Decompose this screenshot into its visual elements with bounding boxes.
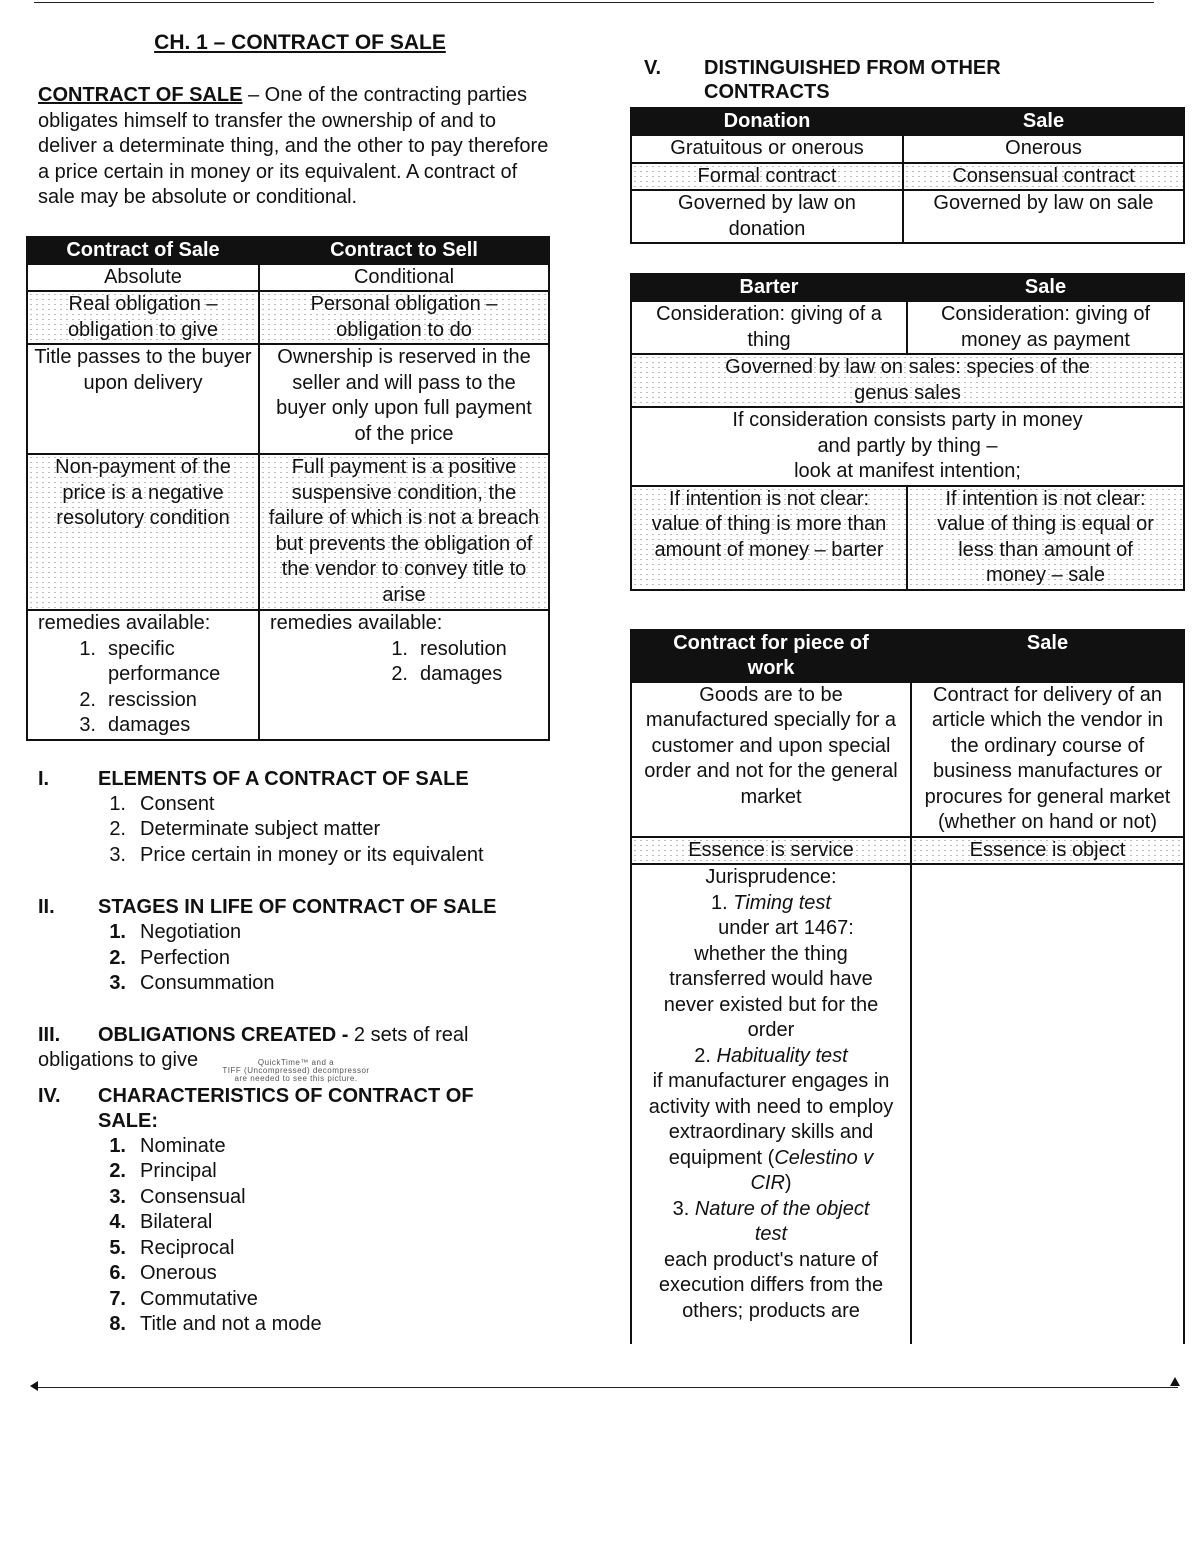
timing-test: 1. Timing test: [711, 891, 831, 914]
table-cell: Governed by law on donation: [631, 190, 903, 243]
table-header: Donation: [631, 108, 903, 135]
table-cell: Gratuitous or onerous: [631, 135, 903, 163]
list-item: 1. Nominate: [109, 1134, 226, 1157]
list-item: 5. Reciprocal: [109, 1236, 235, 1259]
left-column: [26, 30, 550, 1338]
table-cell: Full payment is a positive suspensive condition, the failure of which is not a breach but prevents the obligation of the vendor to convey title to arise: [259, 454, 549, 610]
barter-vs-sale-table: [630, 273, 1185, 591]
section-continuation: obligations to give: [38, 1048, 199, 1071]
section-list: [26, 792, 550, 869]
table-header: Contract to Sell: [259, 237, 549, 264]
definition-paragraph: [26, 83, 550, 211]
remedies-sell-cell: [259, 610, 549, 740]
table-header: Sale: [903, 108, 1184, 135]
table-header: Contract of Sale: [27, 237, 259, 264]
table-cell: If consideration consists party in money and partly by thing – look at manifest intention;: [631, 407, 1184, 486]
table-row: [631, 163, 1184, 191]
table-cell: Consensual contract: [903, 163, 1184, 191]
section-heading: IV. CHARACTERISTICS OF CONTRACT OF SALE:: [38, 1084, 474, 1132]
chapter-title: CH. 1 – CONTRACT OF SALE: [154, 31, 446, 54]
list-item: 3. Consensual: [109, 1185, 246, 1208]
left-arrow-icon: [30, 1381, 38, 1391]
section-heading: V. DISTINGUISHED FROM OTHER CONTRACTS: [644, 57, 1001, 103]
work-vs-sale-table: [630, 629, 1185, 1345]
table-cell: Essence is object: [911, 837, 1184, 865]
quicktime-placeholder-text: QuickTime™ and a TIFF (Uncompressed) decompressor are needed to see this picture.: [222, 1057, 370, 1083]
table-cell: If intention is not clear: value of thing is more than amount of money – barter: [631, 486, 907, 590]
table-cell: Absolute: [27, 264, 259, 292]
table-cell: Conditional: [259, 264, 549, 292]
right-column: [630, 56, 1183, 1344]
table-cell: Non-payment of the price is a negative resolutory condition: [27, 454, 259, 610]
table-header: Contract for piece of work: [631, 630, 911, 682]
donation-vs-sale-table: [630, 107, 1185, 244]
remedies-label: remedies available:: [270, 612, 443, 634]
table-row: [27, 291, 549, 344]
table-row: [631, 864, 1184, 1344]
table-cell: Formal contract: [631, 163, 903, 191]
list-item: 2. Principal: [109, 1160, 217, 1182]
table-cell: Governed by law on sales: species of the genus sales: [631, 354, 1184, 407]
section-heading: I. ELEMENTS OF A CONTRACT OF SALE: [38, 767, 469, 790]
table-row: [631, 190, 1184, 243]
table-cell: Real obligation – obligation to give: [27, 291, 259, 344]
table-header: Barter: [631, 274, 907, 301]
sale-vs-sell-table: [26, 236, 550, 741]
section-heading: II. STAGES IN LIFE OF CONTRACT OF SALE: [38, 896, 497, 918]
list-item: 6. Onerous: [109, 1262, 217, 1284]
remedies-sale-cell: [27, 610, 259, 740]
remedies-label: remedies available:: [38, 612, 211, 634]
table-header: Sale: [907, 274, 1184, 301]
table-cell: Title passes to the buyer upon delivery: [27, 344, 259, 454]
list-item: 3. Consummation: [109, 972, 275, 994]
table-cell: Contract for delivery of an article which the vendor in the ordinary course of business manufactures or procures for general market (whether on hand or not): [911, 682, 1184, 837]
list-item: 3. damages: [79, 714, 191, 736]
section-characteristics: [26, 1084, 550, 1338]
section-list: [26, 920, 550, 997]
table-row: [27, 454, 549, 610]
table-cell: Governed by law on sale: [903, 190, 1184, 243]
list-item: 1. Consent: [109, 792, 215, 815]
table-row: [27, 610, 549, 740]
list-item: 3. Price certain in money or its equivalent: [109, 843, 484, 866]
habituality-test: 2. Habituality test: [694, 1044, 848, 1067]
bottom-rule: [34, 1387, 1178, 1388]
section-stages: [26, 895, 550, 997]
section-heading: III. OBLIGATIONS CREATED - 2 sets of real: [38, 1023, 469, 1046]
jurisprudence-cell: Jurisprudence: 1. Timing test under art 1467: whether the thing transferred would have never existed but for the order 2. Habituality test if manufacturer engages in activity with need to employ extraordinary skills and equipment (Celestino v CIR) 3. Nature of the object test each product's nature of execution differs from the others; products are: [631, 864, 911, 1344]
list-item: 4. Bilateral: [109, 1211, 213, 1233]
table-row: [631, 354, 1184, 407]
remedies-sell-list: [270, 637, 542, 688]
table-cell: Personal obligation – obligation to do: [259, 291, 549, 344]
table-cell-empty: [911, 864, 1184, 1344]
table-header: Sale: [911, 630, 1184, 682]
section-list: [26, 1134, 550, 1338]
table-cell: Goods are to be manufactured specially for a customer and upon special order and not for the general market: [631, 682, 911, 837]
top-rule: [34, 2, 1154, 3]
table-row: [631, 407, 1184, 486]
table-row: [27, 264, 549, 292]
list-item: 2. Perfection: [109, 946, 231, 969]
list-item: 1. Negotiation: [109, 921, 242, 943]
table-row: [631, 837, 1184, 865]
up-arrow-icon: [1170, 1377, 1180, 1386]
list-item: 2. Determinate subject matter: [109, 818, 381, 840]
table-cell: Ownership is reserved in the seller and will pass to the buyer only upon full payment of the price: [259, 344, 549, 454]
table-cell: Consideration: giving of a thing: [631, 301, 907, 354]
section-elements: [26, 767, 550, 869]
table-cell: Essence is service: [631, 837, 911, 865]
list-item: 2. rescission: [79, 688, 197, 711]
table-row: [27, 344, 549, 454]
table-row: [631, 682, 1184, 837]
table-row: [631, 486, 1184, 590]
nature-of-object-test: 3. Nature of the object test: [672, 1197, 870, 1245]
list-item: 1. specific performance: [79, 637, 221, 685]
list-item: 2. damages: [391, 663, 503, 685]
definition-term: CONTRACT OF SALE: [38, 84, 243, 106]
table-cell: Onerous: [903, 135, 1184, 163]
table-cell: Consideration: giving of money as payment: [907, 301, 1184, 354]
list-item: 7. Commutative: [109, 1287, 258, 1310]
table-row: [631, 135, 1184, 163]
definition-text: – One of the contracting parties obligates himself to transfer the ownership of and to deliver a determinate thing, and the other to pay therefore a price certain in money or its equivalent. A contract of sale may be absolute or conditional.: [38, 84, 549, 208]
remedies-sale-list: [38, 637, 252, 739]
table-row: [631, 301, 1184, 354]
table-cell: If intention is not clear: value of thing is equal or less than amount of money – sale: [907, 486, 1184, 590]
list-item: 8. Title and not a mode: [109, 1313, 322, 1335]
list-item: 1. resolution: [391, 637, 507, 660]
